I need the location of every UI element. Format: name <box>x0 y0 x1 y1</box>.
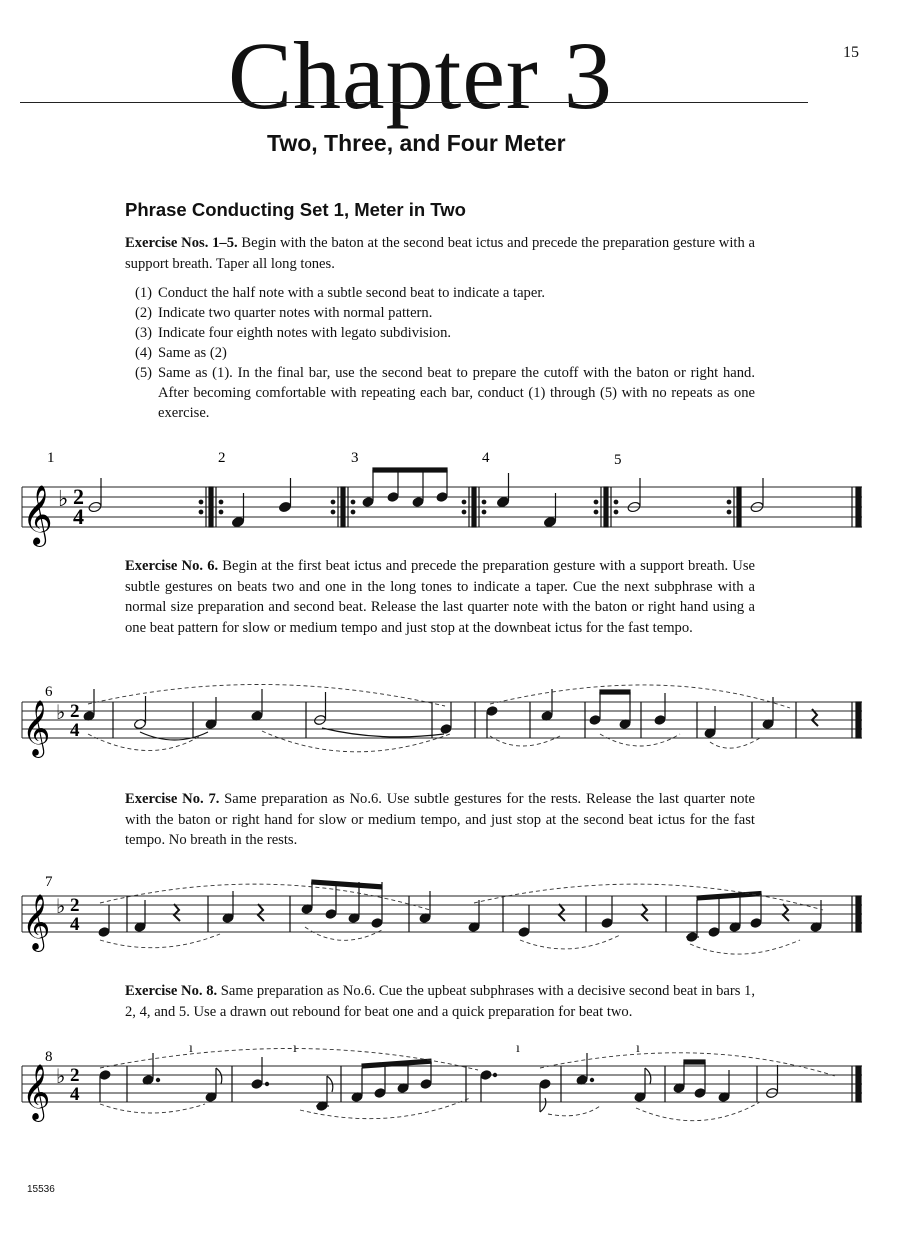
time-signature-top: 2 <box>73 484 84 509</box>
treble-clef-icon: 𝄞 <box>22 702 51 755</box>
measure-number: 4 <box>482 450 490 466</box>
exercise-label: Exercise No. 8. <box>125 983 218 999</box>
flat-icon: ♭ <box>56 702 66 724</box>
treble-clef-icon: 𝄞 <box>22 1066 51 1119</box>
exercise-label: Exercise No. 7. <box>125 791 220 807</box>
exercise-label: Exercise No. 6. <box>125 558 219 574</box>
chapter-title: Chapter 3 <box>228 22 613 129</box>
list-item: (4) Same as (2) <box>135 345 227 361</box>
list-item: (3) Indicate four eighth notes with legato subdivision. <box>135 325 452 341</box>
flat-icon: ♭ <box>56 896 66 918</box>
breath-mark-icon: ı <box>293 1041 297 1056</box>
footer-code: 15536 <box>27 1184 55 1195</box>
time-signature-bottom: 4 <box>70 914 80 935</box>
exercise-1-5-paragraph <box>125 233 755 274</box>
music-staff-8 <box>0 1040 900 1135</box>
exercise-text: Begin with the baton at the second beat ictus and precede the preparation gesture with a support breath. Taper all long tones. <box>125 235 755 272</box>
measure-number: 7 <box>45 874 53 890</box>
exercise-6-paragraph <box>125 556 755 638</box>
measure-number: 5 <box>614 452 622 468</box>
breath-mark-icon: ı <box>636 1041 640 1056</box>
list-item: (5) Same as (1). In the final bar, use the second beat to prepare the cutoff with the baton or right hand. After becoming comfortable with repeating each bar, conduct (1) through (5) with no repeats as one exercise. <box>135 365 755 421</box>
title-rule <box>20 102 808 103</box>
flat-icon: ♭ <box>58 486 69 511</box>
flat-icon: ♭ <box>56 1066 66 1088</box>
section-heading: Phrase Conducting Set 1, Meter in Two <box>125 199 466 220</box>
time-signature-top: 2 <box>70 1065 80 1086</box>
time-signature-top: 2 <box>70 701 80 722</box>
measure-number: 8 <box>45 1049 53 1065</box>
chapter-subtitle: Two, Three, and Four Meter <box>267 130 566 156</box>
measure-number: 6 <box>45 684 53 700</box>
music-staff-7 <box>0 870 900 965</box>
breath-mark-icon: ı <box>189 1041 193 1056</box>
exercise-label: Exercise Nos. 1–5. <box>125 235 238 251</box>
breath-mark-icon: ı <box>516 1041 520 1056</box>
exercise-7-paragraph <box>125 789 755 851</box>
music-staff-1 <box>0 440 900 550</box>
exercise-text: Same preparation as No.6. Cue the upbeat subphrases with a decisive second beat in bars 1, 2, 4, and 5. Use a drawn out rebound for beat one and a quick preparation for beat two. <box>125 983 756 1020</box>
time-signature-bottom: 4 <box>73 504 84 529</box>
time-signature-bottom: 4 <box>70 1084 80 1105</box>
treble-clef-icon: 𝄞 <box>22 487 53 544</box>
treble-clef-icon: 𝄞 <box>22 896 51 949</box>
exercise-8-paragraph <box>125 981 755 1022</box>
measure-number: 1 <box>47 450 55 466</box>
list-item: (1) Conduct the half note with a subtle second beat to indicate a taper. <box>135 285 546 301</box>
exercise-text: Same preparation as No.6. Use subtle gestures for the rests. Release the last quarter note with the baton or right hand for slow or medium tempo, and just stop at the second beat ictus for the fast tempo. No breath in the rests. <box>125 791 755 848</box>
exercise-1-5-list <box>135 283 755 423</box>
music-staff-6 <box>0 676 900 776</box>
time-signature-bottom: 4 <box>70 720 80 741</box>
measure-number: 2 <box>218 450 226 466</box>
page-number: 15 <box>843 44 859 61</box>
list-item: (2) Indicate two quarter notes with normal pattern. <box>135 305 433 321</box>
measure-number: 3 <box>351 450 359 466</box>
time-signature-top: 2 <box>70 895 80 916</box>
exercise-text: Begin at the first beat ictus and precede the preparation gesture with a support breath. Use subtle gestures on beats two and one in the long tones to indicate a taper. Cue the next subphrase with a normal size preparation and second beat. Release the last quarter note with the baton or right hand using a one beat pattern for slow or medium tempo and just stop at the downbeat ictus for the fast tempo. <box>125 558 755 636</box>
